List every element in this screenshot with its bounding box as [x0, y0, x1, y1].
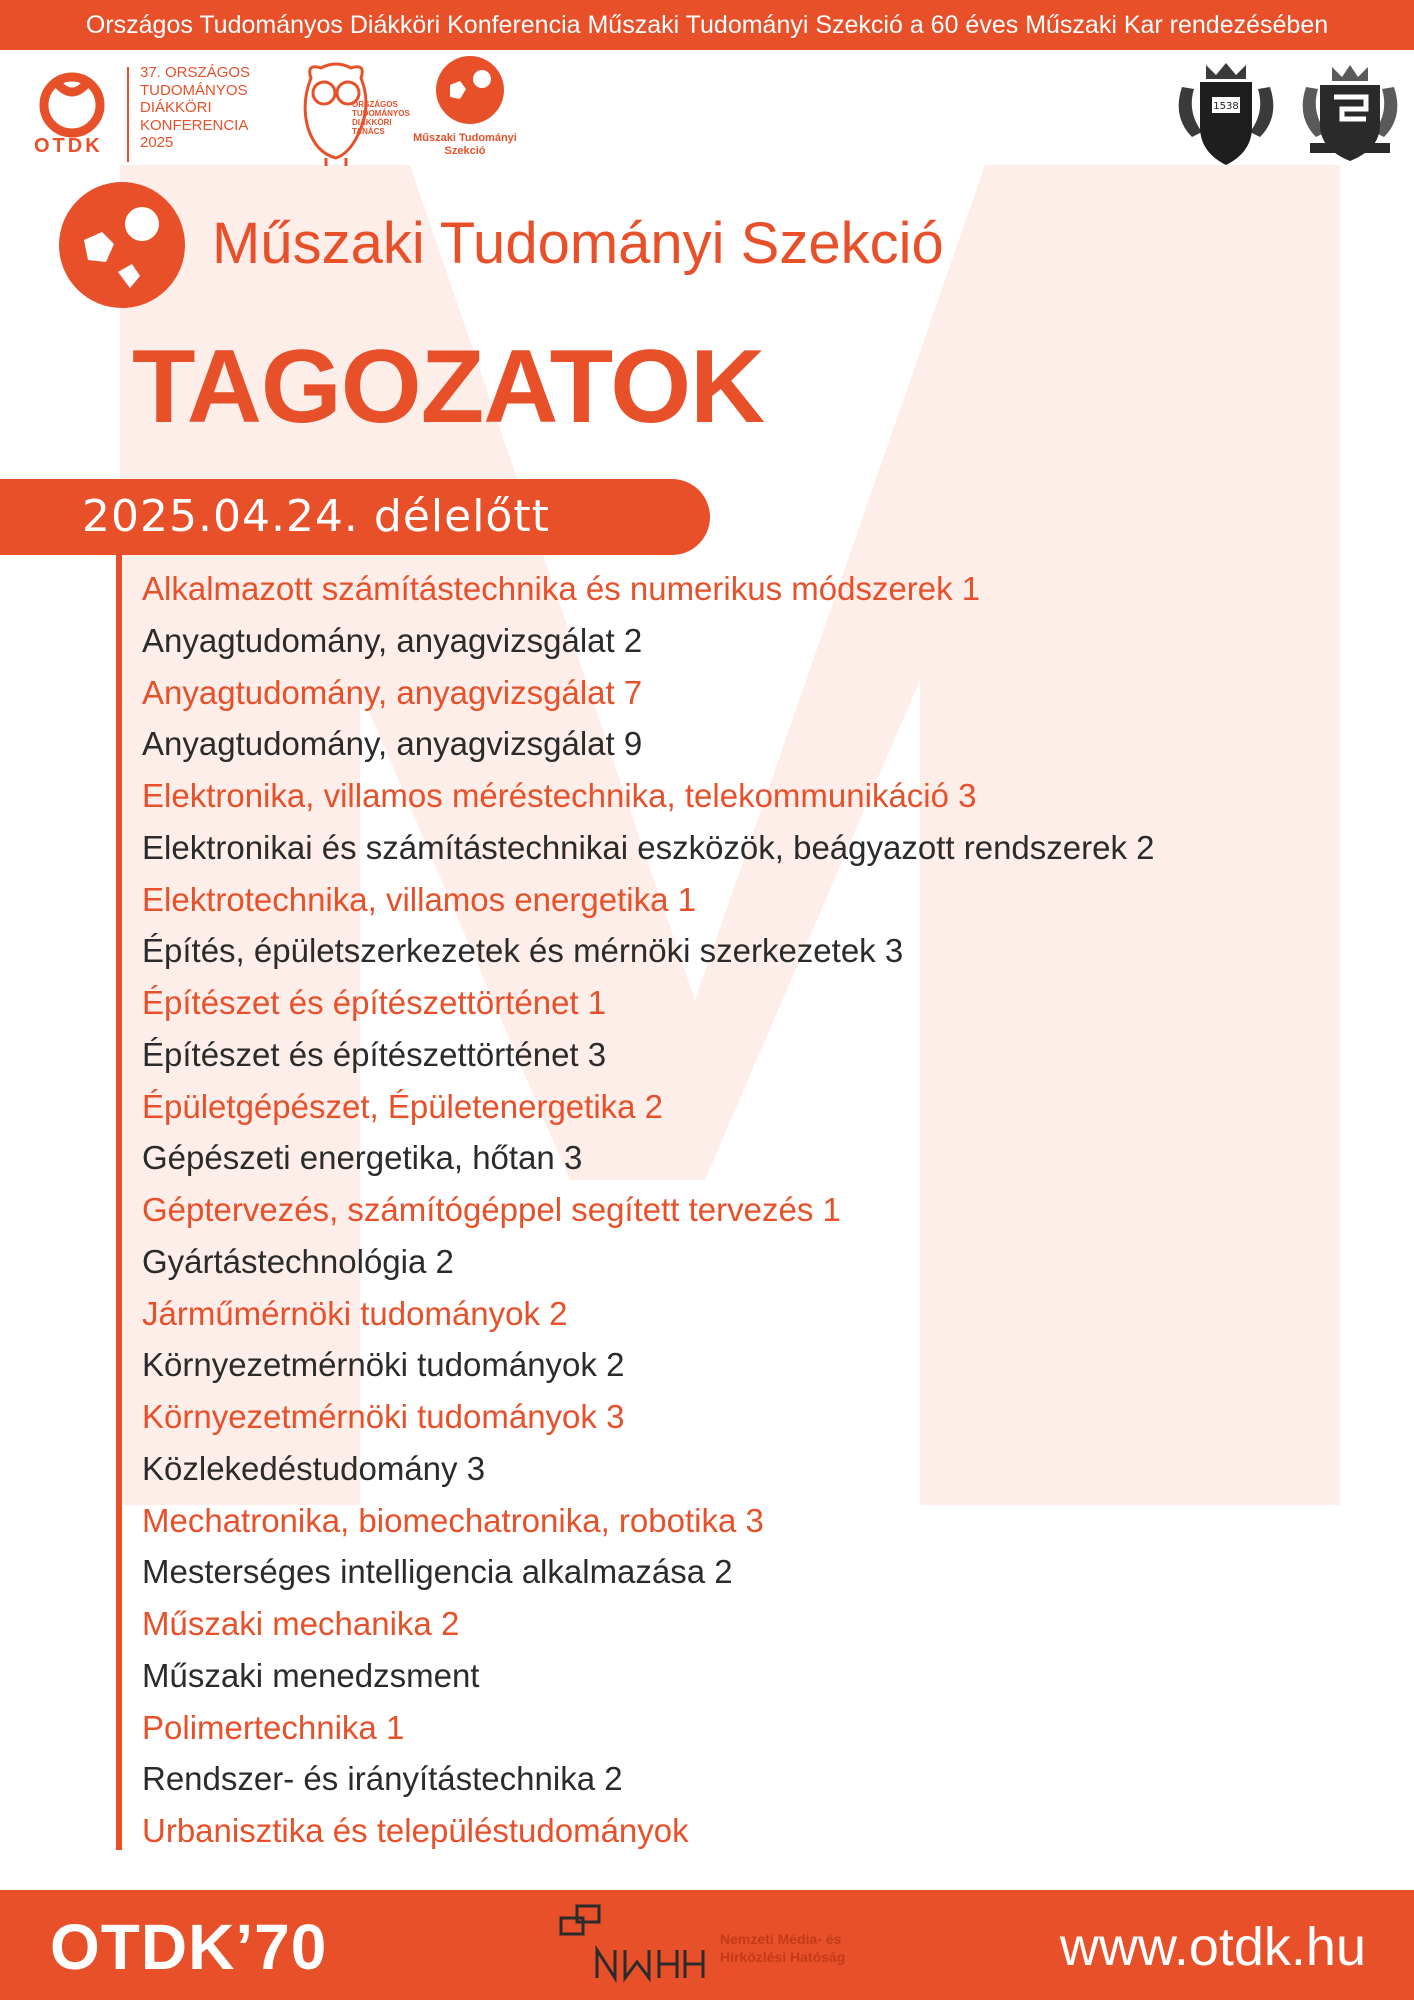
- conference-line: TUDOMÁNYOS: [140, 81, 248, 99]
- otdk70-logo: OTDK’70: [50, 1911, 328, 1983]
- otdk-wordmark: OTDK: [34, 135, 103, 157]
- council-line: ORSZÁGOS: [352, 100, 398, 109]
- section-logo-line: Műszaki Tudományi: [413, 132, 517, 144]
- track-item: Építészet és építészettörténet 1: [142, 984, 607, 1021]
- section-logo-line: Szekció: [444, 145, 486, 157]
- track-item: Anyagtudomány, anyagvizsgálat 9: [142, 725, 643, 763]
- track-item: Elektronika, villamos méréstechnika, telekommunikáció 3: [142, 777, 977, 814]
- track-item: Mechatronika, biomechatronika, robotika 3: [142, 1501, 764, 1539]
- top-banner: Országos Tudományos Diákköri Konferencia Műszaki Tudományi Szekció a 60 éves Műszaki Kar rendezésében: [0, 0, 1414, 50]
- council-line: TUDOMÁNYOS: [352, 109, 410, 118]
- council-name: [352, 100, 410, 136]
- nmhh-logo-icon: [557, 1900, 717, 1990]
- council-line: TANÁCS: [352, 127, 385, 136]
- track-item: Építészet és építészettörténet 3: [142, 1035, 607, 1073]
- track-item: Rendszer- és irányítástechnika 2: [142, 1760, 623, 1798]
- track-item: Környezetmérnöki tudományok 3: [142, 1398, 625, 1435]
- nmhh-name: [720, 1930, 845, 1966]
- conference-line: DIÁKKÖRI: [140, 99, 212, 116]
- track-item: Gépészeti energetika, hőtan 3: [142, 1139, 583, 1177]
- logo-divider: [127, 67, 129, 162]
- list-accent-line: [116, 555, 122, 1850]
- conference-line: KONFERENCIA: [140, 116, 249, 134]
- section-logo-caption: [410, 132, 520, 158]
- section-title: Műszaki Tudományi Szekció: [212, 211, 944, 276]
- track-item: Urbanisztika és településtudományok: [142, 1812, 689, 1849]
- track-item: Anyagtudomány, anyagvizsgálat 2: [142, 621, 643, 659]
- track-item: Járműmérnöki tudományok 2: [142, 1294, 568, 1332]
- track-item: Géptervezés, számítógéppel segített tervezés 1: [142, 1191, 841, 1228]
- website-link[interactable]: www.otdk.hu: [1059, 1917, 1366, 1977]
- track-item: Műszaki menedzsment: [142, 1656, 480, 1694]
- section-gear-logo-icon: [430, 55, 510, 125]
- track-item: Gyártástechnológia 2: [142, 1242, 454, 1280]
- conference-line: 37. ORSZÁGOS: [140, 64, 251, 81]
- track-item: Építés, épületszerkezetek és mérnöki szerkezetek 3: [142, 932, 904, 970]
- nmhh-line: Hírközlési Hatóság: [720, 1949, 846, 1965]
- date-label: 2025.04.24. délelőtt: [82, 491, 550, 542]
- track-item: Elektronikai és számítástechnikai eszközök, beágyazott rendszerek 2: [142, 828, 1155, 866]
- track-item: Mesterséges intelligencia alkalmazása 2: [142, 1553, 733, 1591]
- footer-bar: [0, 1890, 1414, 2000]
- faculty-crest-icon: [1296, 57, 1404, 167]
- date-badge: [0, 479, 710, 555]
- logo-row: [0, 55, 1414, 170]
- page-title: TAGOZATOK: [132, 329, 765, 445]
- track-item: Környezetmérnöki tudományok 2: [142, 1346, 625, 1384]
- nmhh-line: Nemzeti Média- és: [720, 1931, 842, 1947]
- track-item: Közlekedéstudomány 3: [142, 1449, 486, 1487]
- conference-name: [140, 64, 280, 152]
- council-line: DIÁKKÖRI: [352, 118, 392, 127]
- track-item: Elektrotechnika, villamos energetika 1: [142, 880, 696, 918]
- track-list: [142, 566, 1155, 1860]
- track-item: Alkalmazott számítástechnika és numerikus módszerek 1: [142, 570, 981, 607]
- track-item: Polimertechnika 1: [142, 1708, 405, 1746]
- university-crest-icon: [1172, 57, 1280, 167]
- conference-line: 2025: [140, 134, 174, 151]
- track-item: Anyagtudomány, anyagvizsgálat 7: [142, 673, 643, 711]
- track-item: Épületgépészet, Épületenergetika 2: [142, 1087, 664, 1125]
- svg-text:1538: 1538: [1213, 101, 1239, 112]
- section-gear-icon: [58, 180, 186, 310]
- track-item: Műszaki mechanika 2: [142, 1605, 460, 1642]
